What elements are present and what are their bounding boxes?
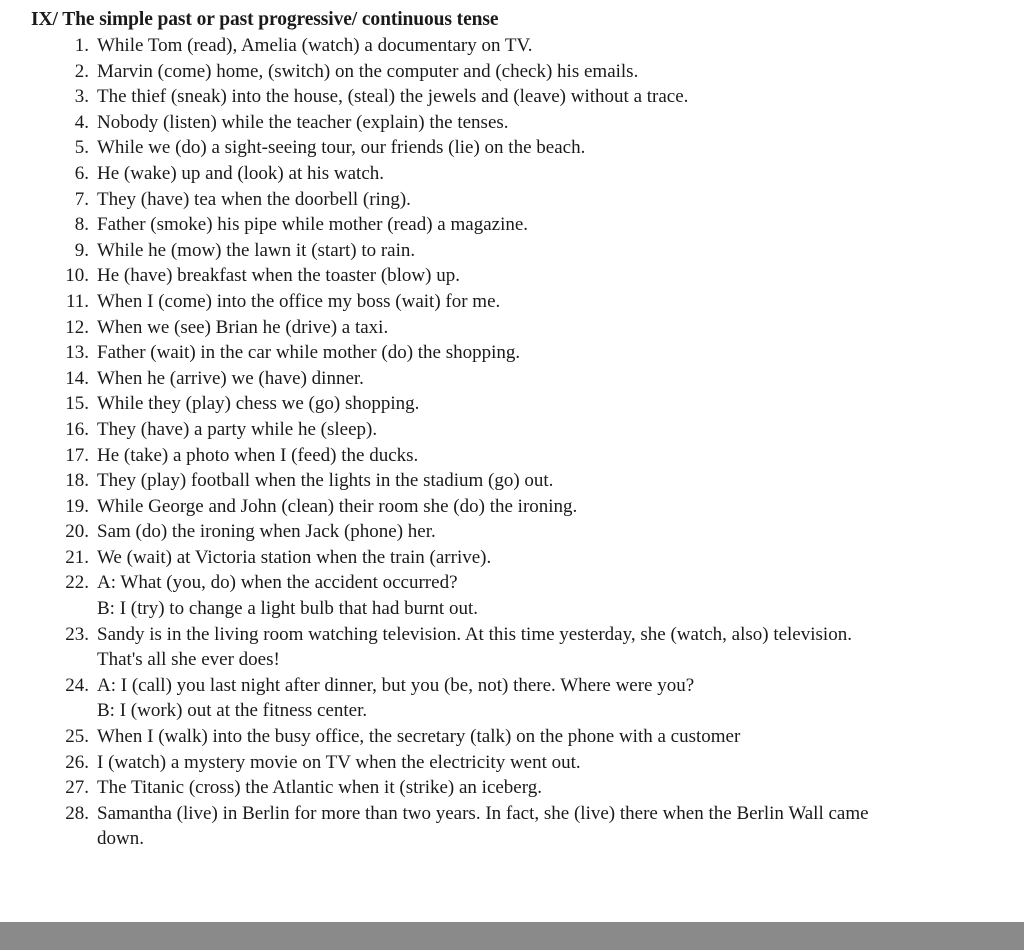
- exercise-text: That's all she ever does!: [97, 649, 280, 671]
- exercise-number: 20.: [65, 521, 89, 543]
- exercise-item: [0, 391, 1024, 417]
- exercise-text: The Titanic (cross) the Atlantic when it (strike) an iceberg.: [97, 777, 542, 799]
- exercise-text: While we (do) a sight-seeing tour, our friends (lie) on the beach.: [97, 137, 586, 159]
- exercise-number: 6.: [74, 162, 89, 184]
- exercise-text: I (watch) a mystery movie on TV when the electricity went out.: [97, 751, 581, 773]
- exercise-item: [0, 59, 1024, 85]
- exercise-item: [0, 468, 1024, 494]
- exercise-text: We (wait) at Victoria station when the train (arrive).: [97, 546, 492, 568]
- exercise-text: When he (arrive) we (have) dinner.: [97, 367, 364, 389]
- exercise-text: down.: [97, 828, 144, 850]
- exercise-item: [0, 135, 1024, 161]
- exercise-number: 23.: [65, 623, 89, 645]
- exercise-number: 19.: [65, 495, 89, 517]
- exercise-item: [0, 494, 1024, 520]
- exercise-number: 4.: [74, 111, 89, 133]
- exercise-item: [0, 801, 1024, 827]
- exercise-item-continuation: [0, 647, 1024, 673]
- exercise-item: [0, 315, 1024, 341]
- exercise-text: B: I (work) out at the fitness center.: [97, 700, 368, 722]
- exercise-number: 10.: [65, 265, 89, 287]
- exercise-item: [0, 33, 1024, 59]
- exercise-item: [0, 187, 1024, 213]
- exercise-text: They (have) a party while he (sleep).: [97, 418, 378, 440]
- exercise-number: 3.: [74, 86, 89, 108]
- exercise-item: [0, 212, 1024, 238]
- section-heading: IX/ The simple past or past progressive/ continuous tense: [31, 9, 499, 30]
- exercise-number: 21.: [65, 546, 89, 568]
- exercise-text: While Tom (read), Amelia (watch) a documentary on TV.: [97, 35, 533, 56]
- exercise-text: Father (smoke) his pipe while mother (read) a magazine.: [97, 214, 529, 236]
- exercise-number: 2.: [74, 60, 89, 82]
- exercise-item: [0, 750, 1024, 776]
- exercise-number: 26.: [65, 751, 89, 773]
- exercise-item: [0, 238, 1024, 264]
- bottom-gray-bar: [0, 922, 1024, 950]
- exercise-item: [0, 545, 1024, 571]
- exercise-number: 7.: [74, 188, 89, 210]
- exercise-text: When I (walk) into the busy office, the secretary (talk) on the phone with a customer: [97, 726, 741, 748]
- exercise-text: While he (mow) the lawn it (start) to rain.: [97, 239, 416, 261]
- exercise-number: 14.: [65, 367, 89, 389]
- exercise-text: While they (play) chess we (go) shopping.: [97, 393, 420, 415]
- exercise-list: [0, 33, 1024, 852]
- exercise-text: Father (wait) in the car while mother (do) the shopping.: [97, 342, 521, 364]
- exercise-item-continuation: [0, 596, 1024, 622]
- exercise-item: [0, 84, 1024, 110]
- exercise-text: A: I (call) you last night after dinner, but you (be, not) there. Where were you?: [97, 674, 695, 696]
- exercise-number: 8.: [74, 214, 89, 236]
- exercise-item: [0, 263, 1024, 289]
- exercise-text: The thief (sneak) into the house, (steal) the jewels and (leave) without a trace.: [97, 86, 689, 108]
- exercise-item: [0, 340, 1024, 366]
- exercise-text: A: What (you, do) when the accident occurred?: [97, 572, 458, 594]
- exercise-number: 28.: [65, 802, 89, 824]
- exercise-text: Sandy is in the living room watching television. At this time yesterday, she (watch, also) television.: [97, 623, 852, 645]
- exercise-item: [0, 161, 1024, 187]
- exercise-text: They (have) tea when the doorbell (ring).: [97, 188, 411, 210]
- exercise-text: Samantha (live) in Berlin for more than two years. In fact, she (live) there when the Berlin Wall came: [97, 802, 869, 824]
- exercise-number: 24.: [65, 674, 89, 696]
- exercise-item: [0, 622, 1024, 648]
- exercise-text: They (play) football when the lights in the stadium (go) out.: [97, 470, 554, 492]
- exercise-text: Sam (do) the ironing when Jack (phone) her.: [97, 521, 436, 543]
- exercise-item: [0, 775, 1024, 801]
- exercise-item: [0, 417, 1024, 443]
- exercise-number: 1.: [74, 35, 89, 56]
- exercise-text: B: I (try) to change a light bulb that had burnt out.: [97, 598, 478, 620]
- exercise-number: 16.: [65, 418, 89, 440]
- cut-off-previous-line: [60, 0, 480, 4]
- exercise-number: 9.: [74, 239, 89, 261]
- exercise-item: [0, 673, 1024, 699]
- exercise-number: 15.: [65, 393, 89, 415]
- exercise-number: 11.: [65, 290, 89, 312]
- exercise-item: [0, 724, 1024, 750]
- exercise-number: 12.: [65, 316, 89, 338]
- exercise-number: 5.: [74, 137, 89, 159]
- exercise-text: While George and John (clean) their room she (do) the ironing.: [97, 495, 578, 517]
- exercise-number: 13.: [65, 342, 89, 364]
- exercise-number: 18.: [65, 470, 89, 492]
- exercise-item: [0, 570, 1024, 596]
- exercise-text: Marvin (come) home, (switch) on the computer and (check) his emails.: [97, 60, 639, 82]
- exercise-text: Nobody (listen) while the teacher (explain) the tenses.: [97, 111, 509, 133]
- exercise-number: 22.: [65, 572, 89, 594]
- exercise-item: [0, 110, 1024, 136]
- exercise-item: [0, 443, 1024, 469]
- exercise-text: When we (see) Brian he (drive) a taxi.: [97, 316, 389, 338]
- exercise-text: He (have) breakfast when the toaster (blow) up.: [97, 265, 460, 287]
- exercise-item: [0, 289, 1024, 315]
- exercise-text: He (wake) up and (look) at his watch.: [97, 162, 385, 184]
- exercise-number: 25.: [65, 726, 89, 748]
- exercise-number: 27.: [65, 777, 89, 799]
- exercise-number: 17.: [65, 444, 89, 466]
- exercise-item: [0, 519, 1024, 545]
- exercise-text: He (take) a photo when I (feed) the ducks.: [97, 444, 419, 466]
- exercise-item-continuation: [0, 698, 1024, 724]
- exercise-text: When I (come) into the office my boss (wait) for me.: [97, 290, 501, 312]
- exercise-item-continuation: [0, 826, 1024, 852]
- exercise-item: [0, 366, 1024, 392]
